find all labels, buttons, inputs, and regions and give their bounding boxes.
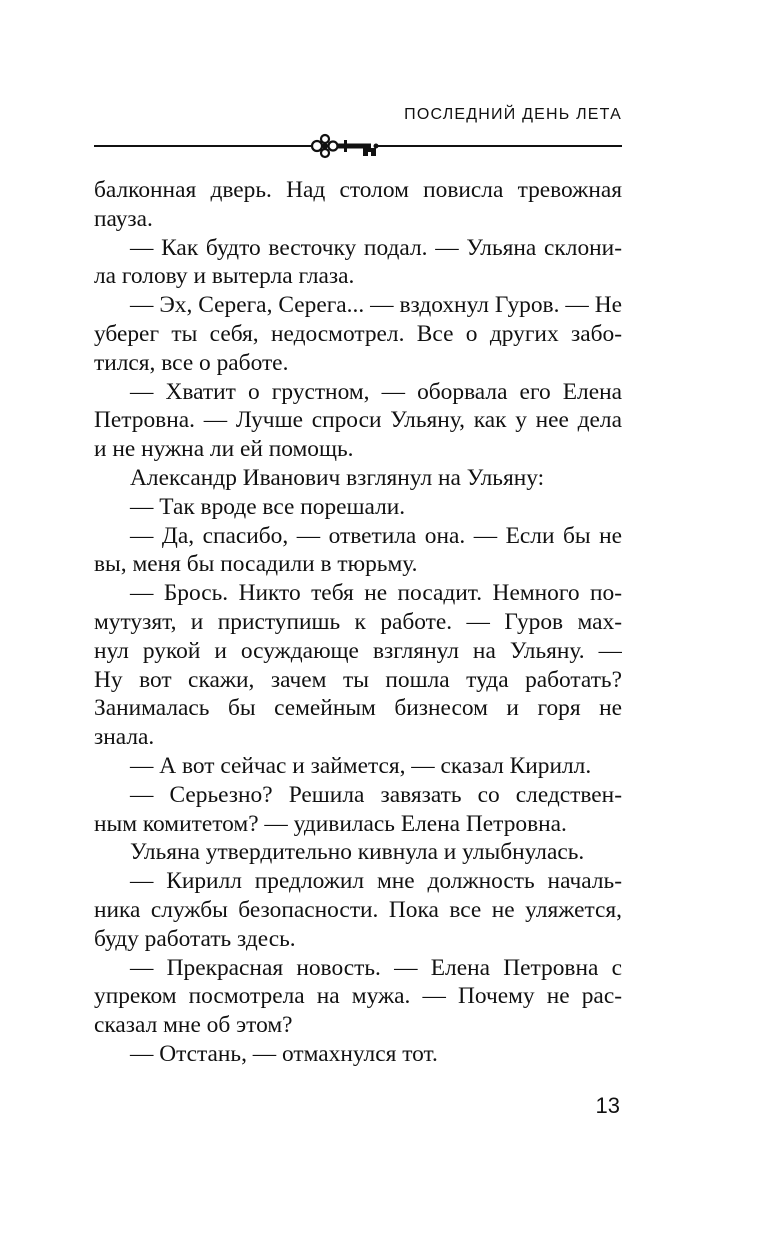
text-line: — А вот сейчас и займется, — сказал Кирилл. xyxy=(130,752,592,779)
text-line: вы, меня бы посадили в тюрьму. xyxy=(94,551,418,578)
text-line: Петровна. — Лучше спроси Ульяну, как у нее дела xyxy=(94,407,622,434)
text-line: ным комитетом? — удивилась Елена Петровна. xyxy=(94,810,567,837)
text-line: балконная дверь. Над столом повисла тревожная xyxy=(94,177,622,203)
text-line: ла голову и вытерла глаза. xyxy=(94,263,355,290)
text-line: нул рукой и осуждающе взглянул на Ульяну. — xyxy=(94,637,622,664)
text-line: — Хватит о грустном, — оборвала его Елена xyxy=(130,378,622,405)
text-line: — Эх, Серега, Серега... — вздохнул Гуров. — Не xyxy=(130,292,622,319)
page-number: 13 xyxy=(595,1093,620,1118)
text-line: — Так вроде все порешали. xyxy=(130,493,406,520)
text-line: буду работать здесь. xyxy=(94,925,296,952)
text-line: Занималась бы семейным бизнесом и горя не xyxy=(94,695,622,722)
text-line: — Как будто весточку подал. — Ульяна склони- xyxy=(130,234,622,261)
text-line: — Прекрасная новость. — Елена Петровна с xyxy=(130,954,622,981)
text-line: уберег ты себя, недосмотрел. Все о других забо- xyxy=(94,320,622,347)
text-line: упреком посмотрела на мужа. — Почему не рас- xyxy=(94,983,622,1010)
text-line: сказал мне об этом? xyxy=(94,1012,293,1039)
text-line: пауза. xyxy=(94,205,153,232)
key-icon xyxy=(308,130,382,162)
header-rule-right xyxy=(378,145,622,147)
text-line: ника службы безопасности. Пока все не уляжется, xyxy=(94,896,622,923)
body-text xyxy=(94,176,622,1069)
text-line: Ну вот скажи, зачем ты пошла туда работать? xyxy=(94,666,622,693)
text-line: тился, все о работе. xyxy=(94,349,289,376)
text-line: Ульяна утвердительно кивнула и улыбнулась. xyxy=(130,839,585,866)
text-line: — Отстань, — отмахнулся тот. xyxy=(130,1040,438,1067)
text-line: мутузят, и приступишь к работе. — Гуров мах- xyxy=(94,608,622,635)
text-line: и не нужна ли ей помощь. xyxy=(94,436,354,463)
text-line: Александр Иванович взглянул на Ульяну: xyxy=(130,464,545,491)
text-line: — Брось. Никто тебя не посадит. Немного по- xyxy=(130,580,622,607)
text-line: знала. xyxy=(94,724,155,751)
header-rule-left xyxy=(94,145,312,147)
text-line: — Кирилл предложил мне должность началь- xyxy=(130,868,622,895)
text-line: — Серьезно? Решила завязать со следствен- xyxy=(130,781,622,808)
text-line: — Да, спасибо, — ответила она. — Если бы не xyxy=(130,522,622,549)
running-head: ПОСЛЕДНИЙ ДЕНЬ ЛЕТА xyxy=(404,106,622,123)
